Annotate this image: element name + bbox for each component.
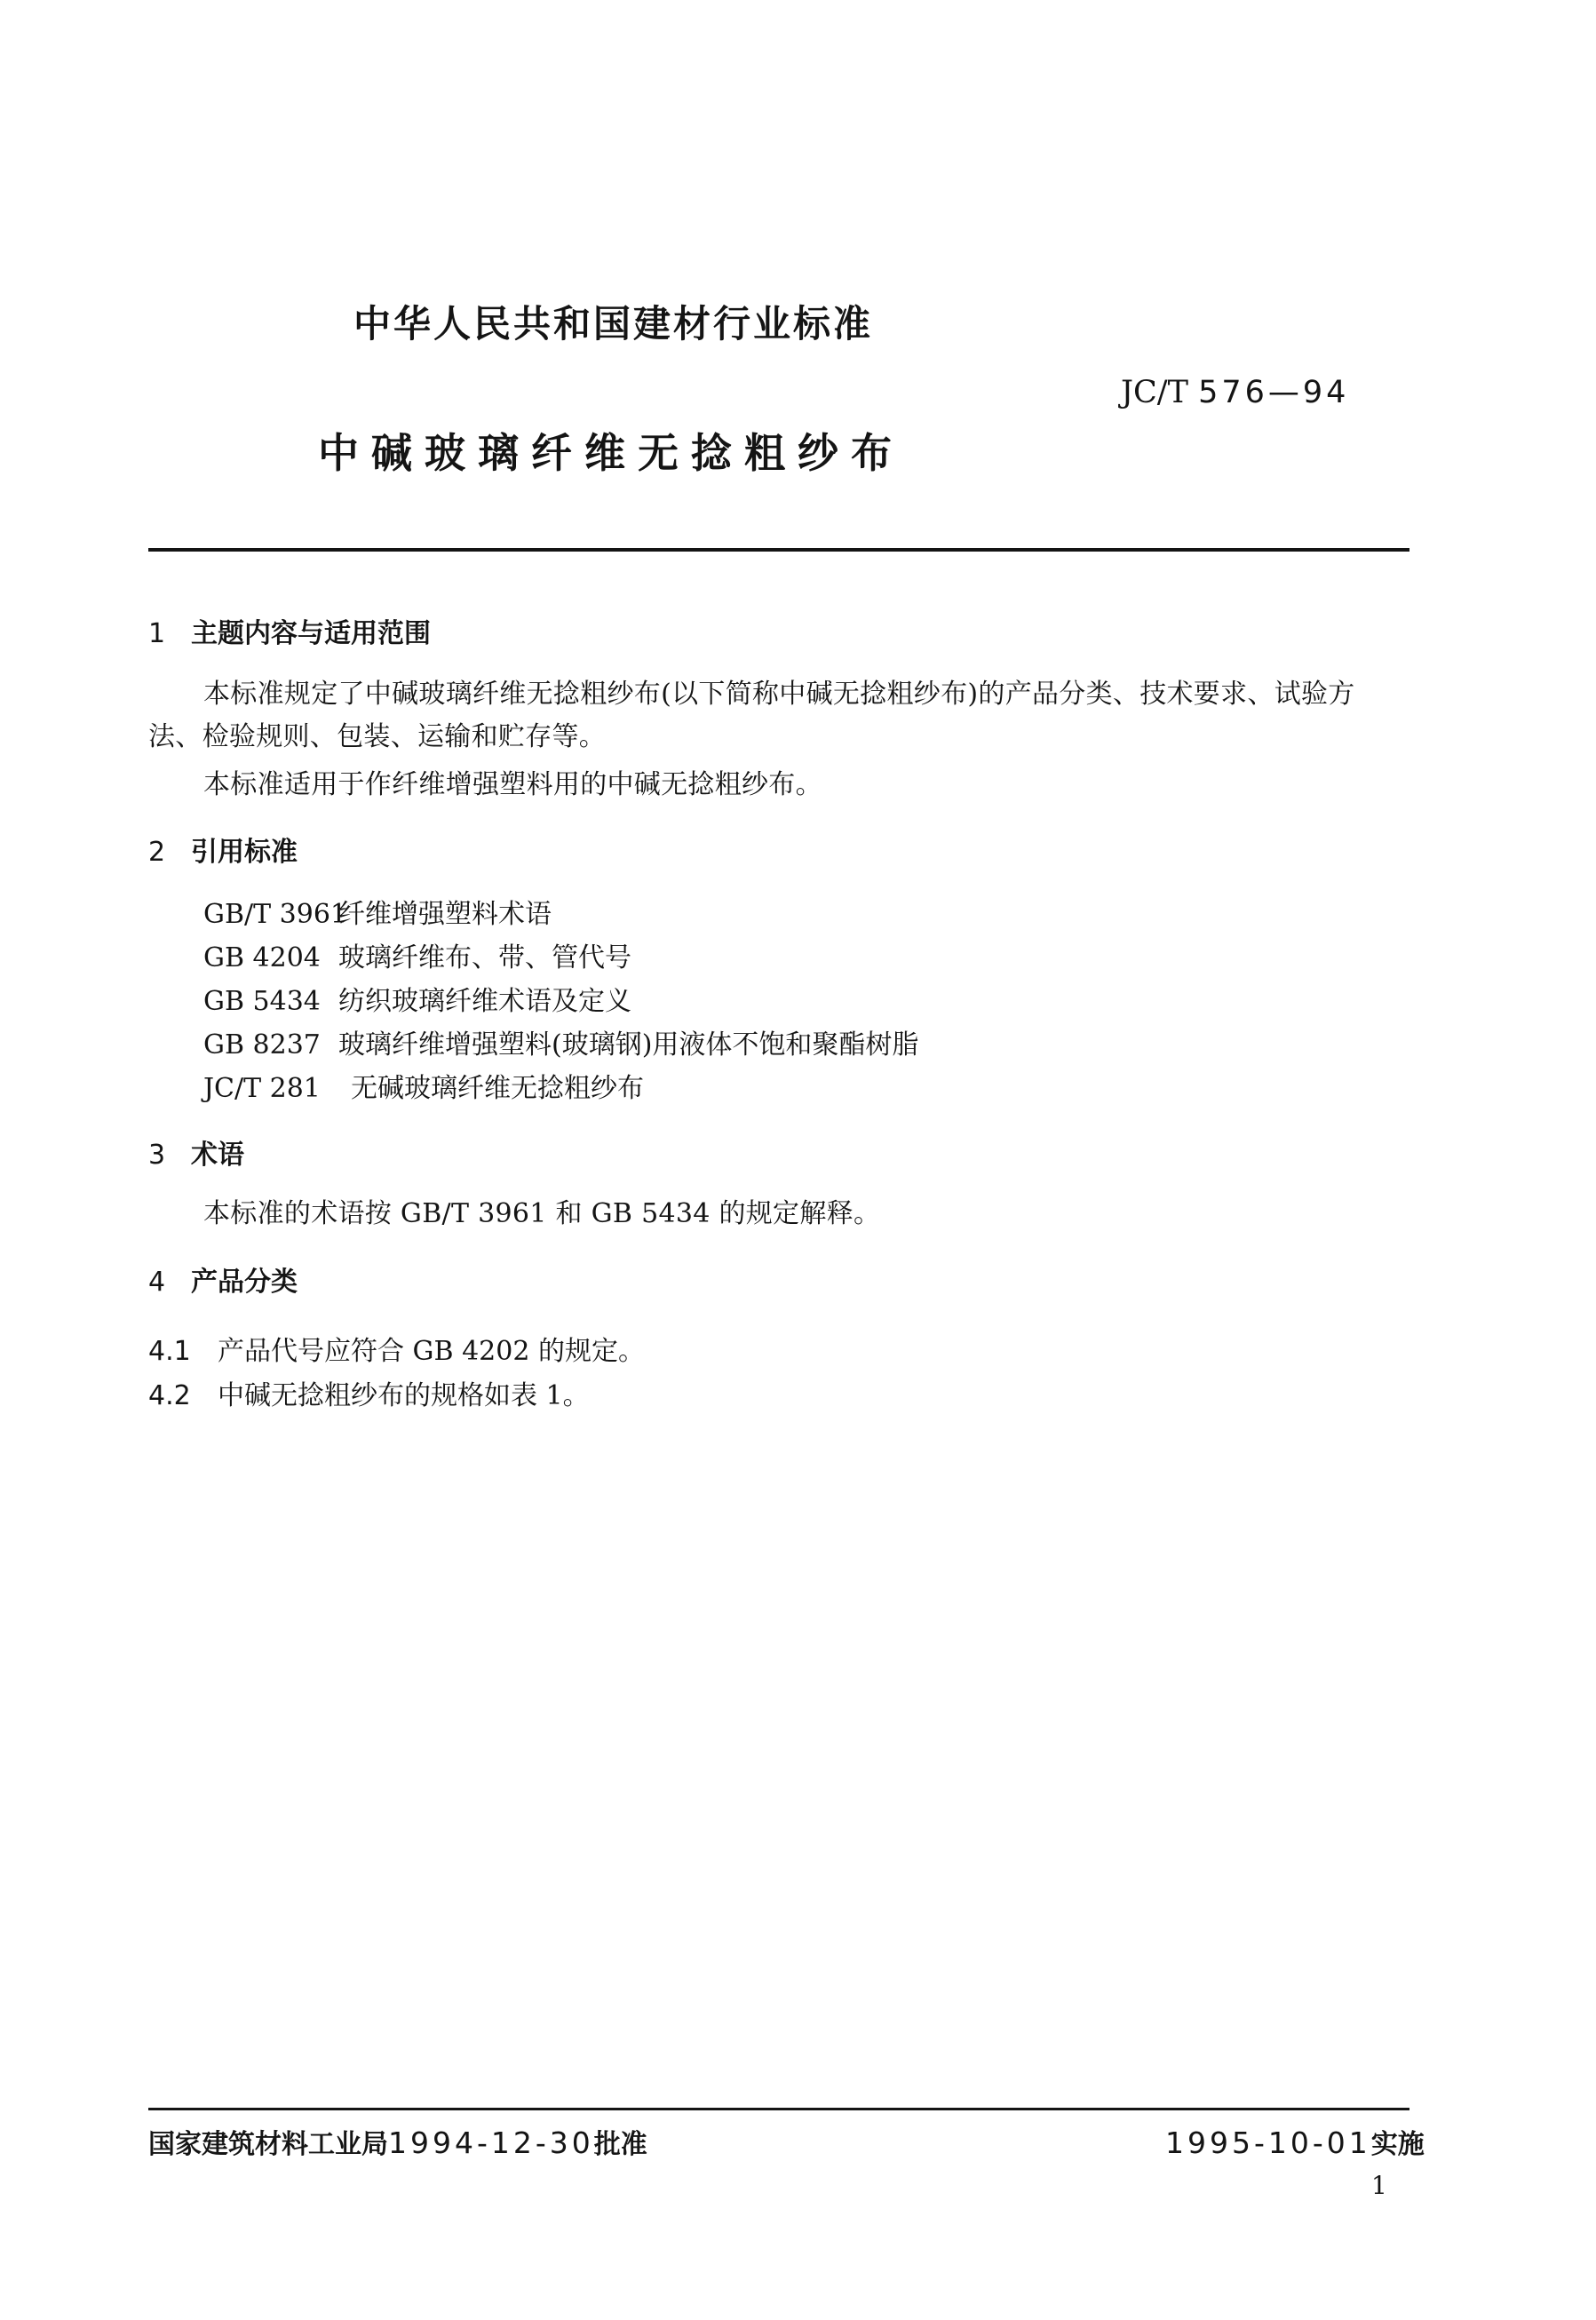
page-number: 1 (1371, 2171, 1387, 2200)
reference-item (203, 1066, 644, 1105)
effective-date: 1995-10-01 (1165, 2125, 1371, 2160)
clause-number: 4.1 (148, 1336, 191, 1367)
reference-code: GB 8237 (203, 1029, 321, 1061)
section-title: 引用标准 (191, 837, 298, 868)
clause-4-1 (148, 1329, 645, 1368)
reference-item (203, 979, 631, 1018)
section-number: 2 (148, 837, 166, 868)
reference-code: GB 4204 (203, 942, 321, 973)
section-number: 1 (148, 618, 166, 649)
reference-name: 玻璃纤维增强塑料(玻璃钢)用液体不饱和聚酯树脂 (338, 1029, 919, 1061)
industry-standard-heading: 中华人民共和国建材行业标准 (353, 302, 874, 346)
section-title: 产品分类 (191, 1267, 298, 1298)
section-1-heading (148, 611, 431, 650)
section-1-paragraph-1-line-1: 本标准规定了中碱玻璃纤维无捻粗纱布(以下简称中碱无捻粗纱布)的产品分类、技术要求、试验方 (203, 679, 1355, 710)
section-3-paragraph: 本标准的术语按 GB/T 3961 和 GB 5434 的规定解释。 (203, 1198, 881, 1229)
reference-name: 纤维增强塑料术语 (338, 899, 552, 930)
clause-text: 产品代号应符合 GB 4202 的规定。 (218, 1336, 645, 1367)
reference-code: GB 5434 (203, 986, 321, 1017)
standard-code-number: 576—94 (1198, 375, 1350, 410)
section-2-heading (148, 830, 298, 869)
reference-name: 纺织玻璃纤维术语及定义 (338, 986, 631, 1017)
footer-divider (148, 2108, 1409, 2110)
approval-statement (148, 2122, 647, 2161)
section-1-paragraph-2: 本标准适用于作纤维增强塑料用的中碱无捻粗纱布。 (203, 769, 822, 800)
section-number: 3 (148, 1140, 166, 1171)
section-1-paragraph-1-line-2: 法、检验规则、包装、运输和贮存等。 (148, 721, 607, 752)
clause-text: 中碱无捻粗纱布的规格如表 1。 (218, 1380, 590, 1411)
standard-code (1121, 375, 1349, 410)
clause-4-2 (148, 1373, 590, 1412)
clause-number: 4.2 (148, 1380, 191, 1411)
standard-code-prefix: JC/T (1121, 375, 1188, 410)
section-4-heading (148, 1259, 298, 1299)
issuer: 国家建筑材料工业局 (148, 2129, 388, 2160)
reference-name: 玻璃纤维布、带、管代号 (338, 942, 631, 973)
approval-date: 1994-12-30 (388, 2125, 594, 2160)
reference-code: JC/T 281 (203, 1073, 321, 1104)
reference-code: GB/T 3961 (203, 899, 348, 930)
section-title: 术语 (191, 1140, 244, 1171)
reference-name: 无碱玻璃纤维无捻粗纱布 (351, 1073, 644, 1104)
approval-label: 批准 (593, 2129, 647, 2160)
header-divider (148, 548, 1409, 552)
reference-item (203, 935, 631, 974)
document-title: 中碱玻璃纤维无捻粗纱布 (318, 429, 904, 477)
section-3-heading (148, 1132, 244, 1172)
reference-item (203, 1022, 918, 1061)
section-number: 4 (148, 1267, 166, 1298)
reference-item (203, 892, 552, 931)
section-title: 主题内容与适用范围 (191, 618, 431, 649)
effective-statement (1165, 2122, 1425, 2161)
effective-label: 实施 (1370, 2129, 1425, 2160)
